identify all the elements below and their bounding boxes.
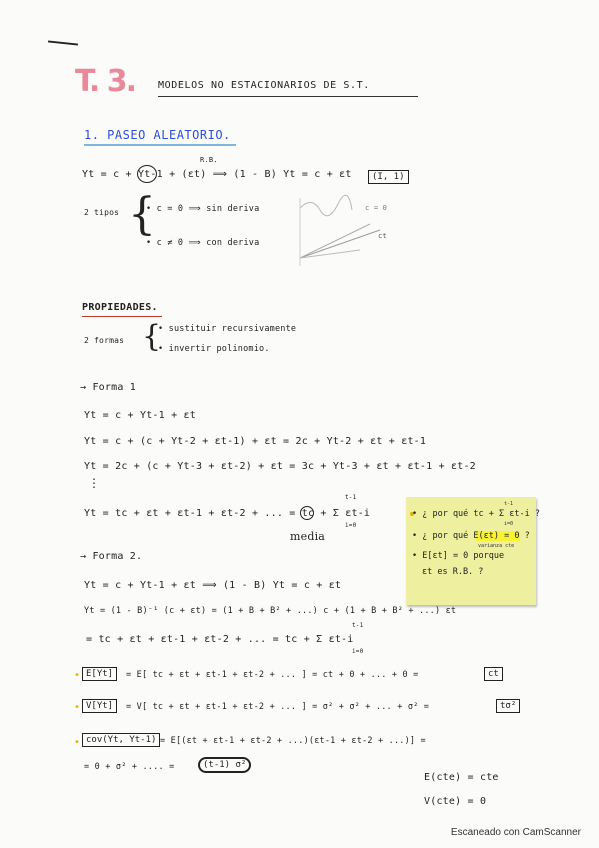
expectation-label: E[Yt] xyxy=(82,667,117,681)
formas-brace: { xyxy=(142,319,162,354)
sticky-statement-4: εt es R.B. ? xyxy=(422,567,484,577)
sticky-varianza-note: varianza cte xyxy=(478,543,515,549)
forma2-label: → Forma 2. xyxy=(80,551,143,562)
forma-sustituir: • sustituir recursivamente xyxy=(158,324,297,334)
section-heading-paseo-aleatorio: 1. PASEO ALEATORIO. xyxy=(84,128,231,142)
expectation-equation: = E[ tc + εt + εt-1 + εt-2 + ... ] = ct + 0 + ... + 0 = xyxy=(126,670,419,680)
title-underline xyxy=(158,96,418,97)
sticky-sum-bot: i=0 xyxy=(504,521,514,527)
forma1-dots: ⋮ xyxy=(88,476,101,490)
expectation-constant-rule: E(cte) = cte xyxy=(424,772,499,783)
tipo-sin-deriva: • c = 0 ⟹ sin deriva xyxy=(146,204,260,214)
variance-answer: tσ² xyxy=(496,699,520,713)
media-circle xyxy=(300,506,314,520)
covariance-equation: = E[(εt + εt-1 + εt-2 + ...)(εt-1 + εt-2 + ...)] = xyxy=(160,736,426,746)
sticky-note xyxy=(406,497,540,605)
media-label: media xyxy=(290,530,326,543)
scanner-watermark: Escaneado con CamScanner xyxy=(450,827,581,838)
forma1-sum-bot: i=0 xyxy=(345,522,357,529)
forma1-line2: Yt = c + (c + Yt-2 + εt-1) + εt = 2c + Yt-2 + εt + εt-1 xyxy=(84,436,427,447)
forma2-line3: = tc + εt + εt-1 + εt-2 + ... = tc + Σ εt-i xyxy=(86,634,354,645)
section-underline xyxy=(84,144,236,146)
bullet-v: • xyxy=(74,702,81,713)
rb-annotation: R.B. xyxy=(200,156,218,164)
forma-invertir: • invertir polinomio. xyxy=(158,344,270,354)
sketch-label-ct: ct xyxy=(378,232,387,240)
variance-label: V[Yt] xyxy=(82,699,117,713)
sticky-sum-top: t-1 xyxy=(504,501,514,507)
top-dash-mark xyxy=(48,40,78,45)
covariance-line2: = 0 + σ² + .... = xyxy=(84,762,175,772)
variance-constant-rule: V(cte) = 0 xyxy=(424,796,487,807)
tipos-brace: { xyxy=(128,189,156,240)
tipo-con-deriva: • c ≠ 0 ⟹ con deriva xyxy=(146,238,260,248)
propiedades-underline xyxy=(82,316,162,317)
forma2-line1: Yt = c + Yt-1 + εt ⟹ (1 - B) Yt = c + εt xyxy=(84,580,342,591)
integration-order-tag: (I, 1) xyxy=(368,170,409,184)
deriva-sketch xyxy=(290,188,400,268)
covariance-label: cov(Yt, Yt-1) xyxy=(82,733,160,747)
covariance-answer: (t-1) σ² xyxy=(198,757,251,773)
forma1-line3: Yt = 2c + (c + Yt-3 + εt-2) + εt = 3c + Yt-3 + εt + εt-1 + εt-2 xyxy=(84,461,476,472)
bullet-e: • xyxy=(74,670,81,681)
sticky-statement-3: • E[εt] = 0 porque xyxy=(412,551,505,561)
sketch-label-c0: c = 0 xyxy=(365,204,388,212)
bullet-cov: • xyxy=(74,737,81,748)
topic-title: MODELOS NO ESTACIONARIOS DE S.T. xyxy=(158,80,370,91)
forma1-line1: Yt = c + Yt-1 + εt xyxy=(84,410,196,421)
variance-equation: = V[ tc + εt + εt-1 + εt-2 + ... ] = σ² + σ² + ... + σ² = xyxy=(126,702,430,712)
expectation-answer: ct xyxy=(484,667,503,681)
random-walk-equation: Yt = c + Yt-1 + (εt) ⟹ (1 - B) Yt = c + εt xyxy=(82,169,352,180)
formas-label: 2 formas xyxy=(84,336,125,345)
forma1-label: → Forma 1 xyxy=(80,382,136,393)
tipos-label: 2 tipos xyxy=(84,208,120,217)
forma2-sum-top: t-1 xyxy=(352,622,364,629)
forma2-line2: Yt = (1 - B)⁻¹ (c + εt) = (1 + B + B² + ...) c + (1 + B + B² + ...) εt xyxy=(84,606,457,616)
forma2-sum-bot: i=0 xyxy=(352,648,364,655)
forma1-sum-top: t-1 xyxy=(345,494,357,501)
forma1-line4: Yt = tc + εt + εt-1 + εt-2 + ... = tc + Σ εt-i xyxy=(84,508,371,519)
sticky-question-1: • ¿ por qué tc + Σ εt-i ? xyxy=(412,509,540,519)
sticky-question-2: • ¿ por qué E(εt) = 0 ? xyxy=(412,531,530,541)
propiedades-heading: PROPIEDADES. xyxy=(82,302,158,313)
topic-number: T. 3. xyxy=(75,64,136,99)
